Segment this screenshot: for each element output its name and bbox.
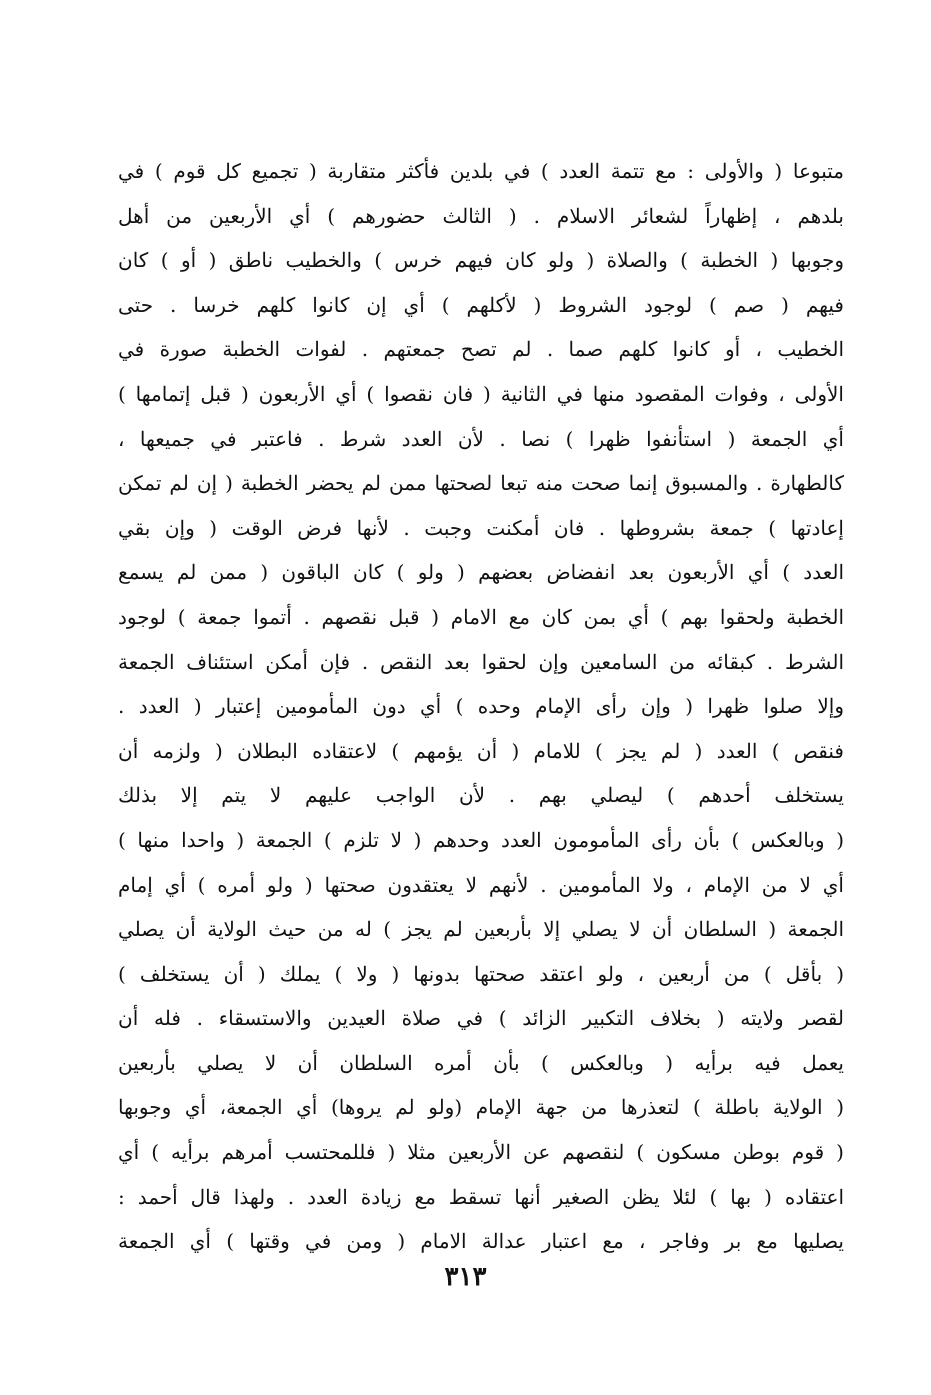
text-line: فنقص ) العدد ( لم يجز ) للامام ( أن يؤمهم ) لاعتقاده البطلان ( ولزمه أن	[118, 738, 844, 763]
text-line: الشرط . كبقائه من السامعين وإن لحقوا بعد النقص . فإن أمكن استئناف الجمعة	[118, 649, 844, 674]
text-line: ( قوم بوطن مسكون ) لنقصهم عن الأربعين مثلا ( فللمحتسب أمرهم برأيه ) أي	[118, 1140, 844, 1165]
text-line: ( وبالعكس ) بأن رأى المأمومون العدد وحدهم ( لا تلزم ) الجمعة ( واحدا منها )	[118, 827, 844, 852]
text-line: يستخلف أحدهم ) ليصلي بهم . لأن الواجب عليهم لا يتم إلا بذلك	[118, 783, 844, 808]
text-line: بلدهم ، إظهاراً لشعائر الاسلام . ( الثالث حضورهم ) أي الأربعين من أهل	[118, 203, 844, 228]
text-line: متبوعا ( والأولى : مع تتمة العدد ) في بلدين فأكثر متقاربة ( تجميع كل قوم ) في	[118, 159, 844, 183]
text-line: ( بأقل ) من أربعين ، ولو اعتقد صحتها بدونها ( ولا ) يملك ( أن يستخلف )	[118, 961, 844, 986]
text-line: العدد ) أي الأربعون بعد انفضاض بعضهم ( ولو ) كان الباقون ( ممن لم يسمع	[118, 560, 844, 585]
text-line: كالطهارة . والمسبوق إنما صحت منه تبعا لصحتها ممن لم يحضر الخطبة ( إن لم تمكن	[118, 471, 844, 496]
text-line: يصليها مع بر وفاجر ، مع اعتبار عدالة الامام ( ومن في وقتها ) أي الجمعة	[118, 1229, 844, 1254]
arabic-text-body	[118, 149, 844, 1264]
text-line: إعادتها ) جمعة بشروطها . فان أمكنت وجبت . لأنها فرض الوقت ( وإن بقي	[118, 515, 844, 540]
text-line: الخطبة ولحقوا بهم ) أي بمن كان مع الامام ( قبل نقصهم . أتموا جمعة ) لوجود	[118, 604, 844, 629]
page-number: ٣١٣	[444, 1262, 487, 1292]
text-line: وإلا صلوا ظهرا ( وإن رأى الإمام وحده ) أي دون المأمومين إعتبار ( العدد .	[118, 694, 844, 719]
text-line: وجوبها ( الخطبة ) والصلاة ( ولو كان فيهم خرس ) والخطيب ناطق ( أو ) كان	[118, 248, 844, 273]
text-line: فيهم ( صم ) لوجود الشروط ( لأكلهم ) أي إن كانوا كلهم خرسا . حتى	[118, 292, 844, 317]
text-line: الأولى ، وفوات المقصود منها في الثانية ( فان نقصوا ) أي الأربعون ( قبل إتمامها )	[118, 381, 844, 406]
text-line: يعمل فيه برأيه ( وبالعكس ) بأن أمره السلطان أن لا يصلي بأربعين	[118, 1050, 844, 1075]
text-line: لقصر ولايته ( بخلاف التكبير الزائد ) في صلاة العيدين والاستسقاء . فله أن	[118, 1006, 844, 1031]
text-line: الجمعة ( السلطان أن لا يصلي إلا بأربعين لم يجز ) له من حيث الولاية أن يصلي	[118, 917, 844, 942]
text-line: اعتقاده ( بها ) لئلا يظن الصغير أنها تسقط مع زيادة العدد . ولهذا قال أحمد :	[118, 1184, 844, 1209]
text-line: أي الجمعة ( استأنفوا ظهرا ) نصا . لأن العدد شرط . فاعتبر في جميعها ،	[118, 426, 844, 451]
text-line: الخطيب ، أو كانوا كلهم صما . لم تصح جمعتهم . لفوات الخطبة صورة في	[118, 337, 844, 362]
text-line: ( الولاية باطلة ) لتعذرها من جهة الإمام (ولو لم يروها) أي الجمعة، أي وجوبها	[118, 1095, 844, 1120]
text-line: أي لا من الإمام ، ولا المأمومين . لأنهم لا يعتقدون صحتها ( ولو أمره ) أي إمام	[118, 872, 844, 897]
